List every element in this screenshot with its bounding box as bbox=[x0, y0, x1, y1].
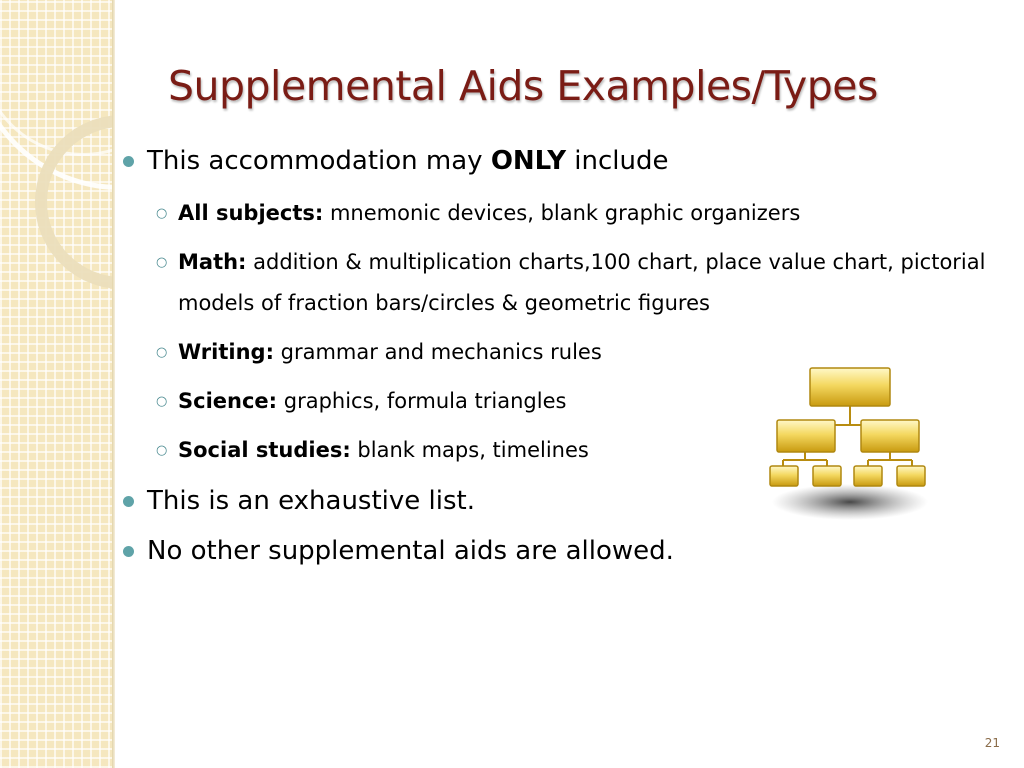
bullet-text: This accommodation may bbox=[147, 146, 491, 176]
bullet-dot-icon bbox=[123, 546, 134, 557]
bullet-dot-icon bbox=[123, 156, 134, 167]
sub-bullet-text: grammar and mechanics rules bbox=[273, 340, 602, 364]
org-chart-icon bbox=[765, 360, 935, 525]
ring-bullet-icon: ○ bbox=[156, 394, 168, 409]
sub-bullet-text: mnemonic devices, blank graphic organizers bbox=[323, 201, 801, 225]
decorative-side-panel bbox=[0, 0, 112, 768]
bullet-item bbox=[118, 143, 998, 179]
sub-bullet-text: blank maps, timelines bbox=[350, 438, 589, 462]
sub-bullet-label: Math: bbox=[178, 250, 247, 274]
sub-bullet-label: Writing: bbox=[178, 340, 274, 364]
sub-bullet-item bbox=[118, 332, 743, 373]
bullet-item bbox=[118, 533, 998, 569]
sub-bullet-item bbox=[118, 430, 743, 471]
sub-bullet-item bbox=[118, 381, 743, 422]
slide-title: Supplemental Aids Examples/Types bbox=[168, 62, 878, 110]
ring-bullet-icon: ○ bbox=[156, 206, 168, 221]
ring-bullet-icon: ○ bbox=[156, 443, 168, 458]
bullet-emphasis: ONLY bbox=[490, 146, 567, 176]
ring-bullet-icon: ○ bbox=[156, 345, 168, 360]
bullet-text: include bbox=[566, 146, 669, 176]
sub-bullet-text: graphics, formula triangles bbox=[277, 389, 567, 413]
sub-bullet-item bbox=[118, 242, 998, 324]
sub-bullet-text: addition & multiplication charts,100 chart, place value chart, pictorial models of fraction bars/circles & geometric figures bbox=[178, 250, 986, 315]
bullet-dot-icon bbox=[123, 496, 134, 507]
sub-bullet-label: All subjects: bbox=[178, 201, 324, 225]
sub-bullet-label: Science: bbox=[178, 389, 278, 413]
bullet-text: This is an exhaustive list. bbox=[147, 486, 475, 516]
side-panel-edge bbox=[112, 0, 115, 768]
page-number: 21 bbox=[984, 736, 1000, 750]
sub-bullet-item bbox=[118, 193, 998, 234]
sub-bullet-label: Social studies: bbox=[178, 438, 351, 462]
bullet-text: No other supplemental aids are allowed. bbox=[147, 536, 674, 566]
ring-bullet-icon: ○ bbox=[156, 255, 168, 270]
